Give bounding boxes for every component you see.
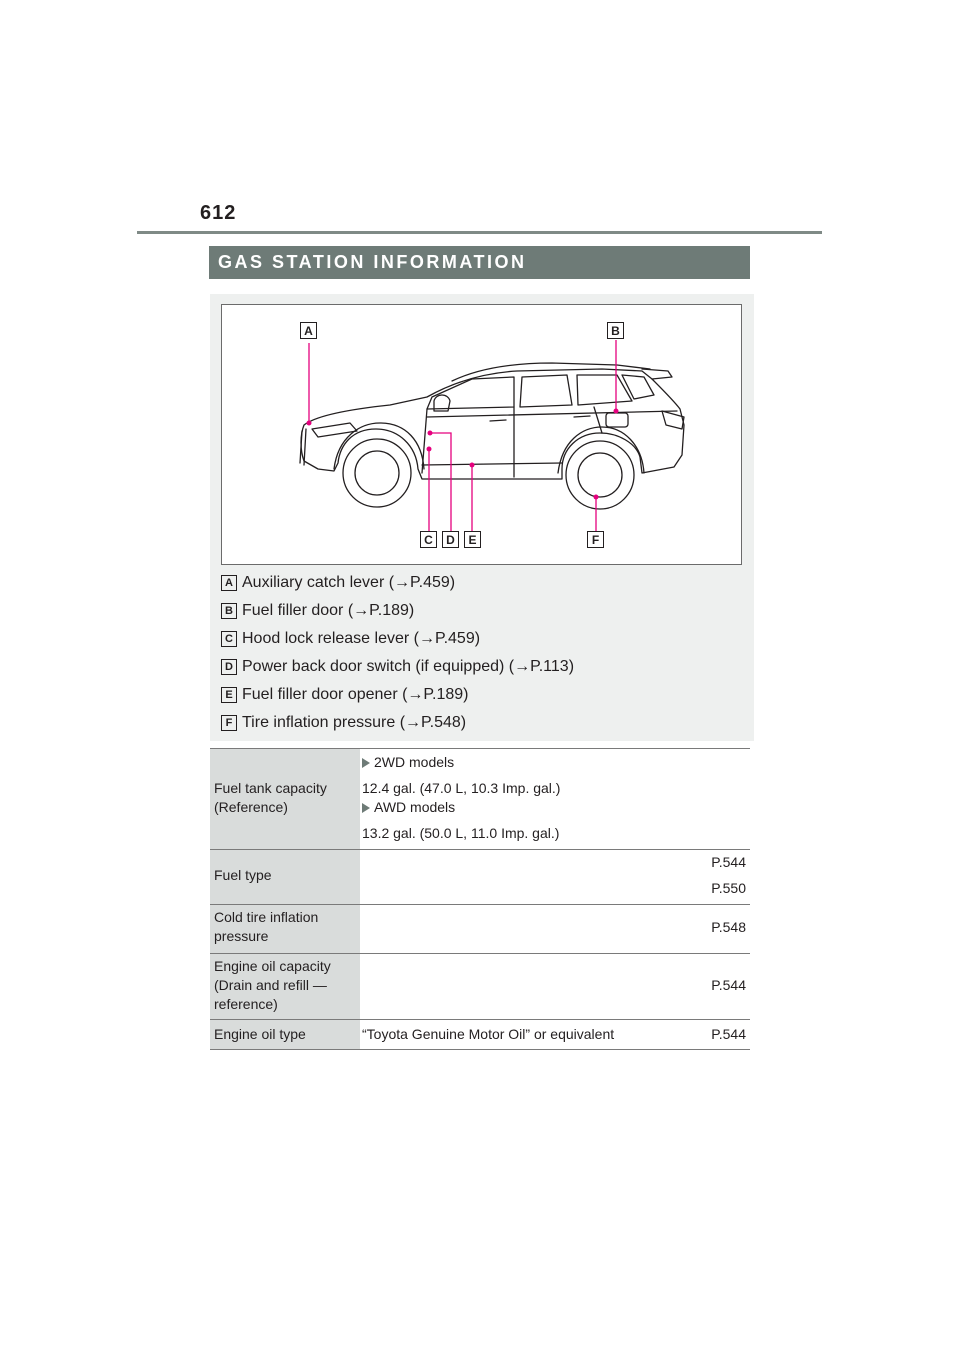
capacity-2wd: 12.4 gal. (47.0 L, 10.3 Imp. gal.) [362,780,561,796]
model-heading-2wd: 2WD models [362,753,454,772]
legend-key: A [221,575,237,591]
callout-b: B [607,322,624,339]
triangle-bullet-icon [362,758,370,768]
model-heading-awd: AWD models [362,798,455,817]
legend-text: Power back door switch (if equipped) (→P.113) [242,658,575,675]
callout-d: D [442,531,459,548]
row-label [210,954,360,1019]
label-line: Fuel tank capacity [214,780,327,796]
row-label [210,1020,360,1049]
oil-type-value: “Toyota Genuine Motor Oil” or equivalent [362,1026,615,1042]
label-line: reference) [214,996,278,1012]
legend-text: Fuel filler door (→P.189) [242,602,415,619]
legend-text: Fuel filler door opener (→P.189) [242,686,469,703]
callout-c: C [420,531,437,548]
capacity-awd: 13.2 gal. (50.0 L, 11.0 Imp. gal.) [362,825,560,841]
legend-text: Hood lock release lever (→P.459) [242,630,481,647]
page-number: 612 [200,202,237,224]
label-line: Fuel type [214,867,272,883]
legend-text: Tire inflation pressure (→P.548) [242,714,467,731]
row-label [210,850,360,904]
table-row-fuel-type [210,849,750,904]
callout-f: F [587,531,604,548]
vehicle-diagram [221,304,742,565]
label-line: Cold tire inflation [214,909,319,925]
legend-text: Auxiliary catch lever (→P.459) [242,574,456,591]
label-line: pressure [214,928,269,944]
page-ref[interactable]: P.544 [711,1026,746,1042]
legend-key: B [221,603,237,619]
label-line: Engine oil capacity [214,958,331,974]
triangle-bullet-icon [362,803,370,813]
row-label [210,905,360,953]
top-rule [137,231,822,234]
table-row-oil-type [210,1019,750,1050]
page-ref[interactable]: P.548 [711,919,746,935]
legend-key: D [221,659,237,675]
label-line: (Drain and refill — [214,977,327,993]
page-ref[interactable]: P.544 [711,977,746,993]
callout-a: A [300,322,317,339]
row-label [210,749,360,849]
page-ref[interactable]: P.544 [711,854,746,870]
table-row-oil-capacity [210,953,750,1019]
table-row-cold-tire [210,904,750,953]
table-row-fuel-tank [210,748,750,849]
label-line: Engine oil type [214,1026,306,1042]
legend-key: E [221,687,237,703]
callout-e: E [464,531,481,548]
page-ref[interactable]: P.550 [711,880,746,896]
legend-key: F [221,715,237,731]
vehicle-side-illustration [222,305,743,566]
legend-key: C [221,631,237,647]
label-line: (Reference) [214,799,288,815]
section-title: GAS STATION INFORMATION [209,246,750,279]
